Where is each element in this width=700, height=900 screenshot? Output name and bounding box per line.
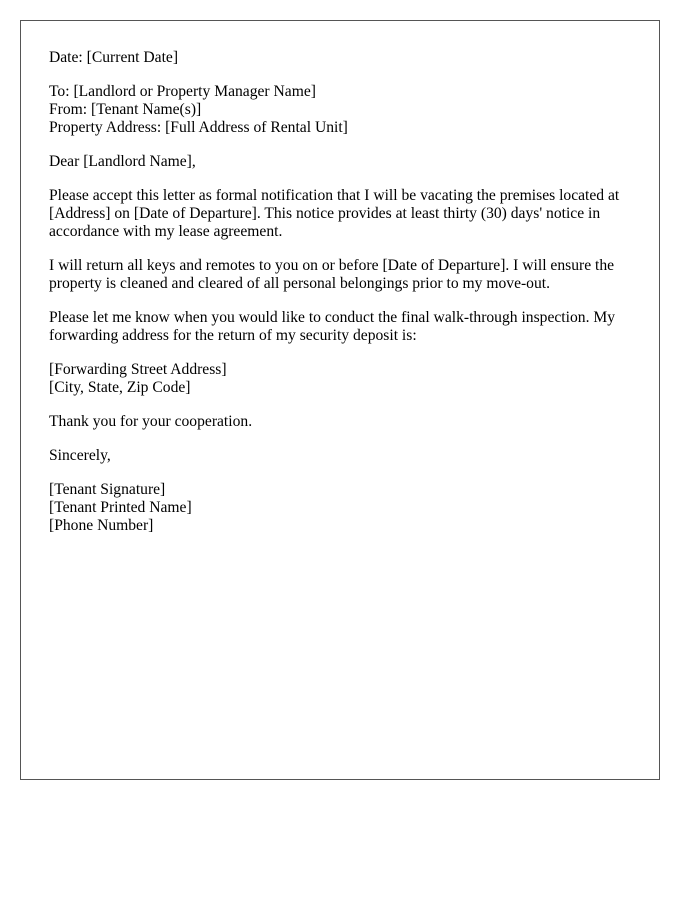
forwarding-address-block [49, 361, 639, 397]
tenant-signature: [Tenant Signature] [49, 481, 166, 498]
phone-number: [Phone Number] [49, 517, 154, 534]
letter-page [20, 20, 660, 780]
header-block [49, 83, 639, 137]
closing-block [49, 447, 639, 465]
salutation [49, 153, 639, 171]
signature-block [49, 481, 639, 535]
letter-body [49, 49, 639, 551]
forwarding-city: [City, State, Zip Code] [49, 379, 191, 396]
to-line: To: [Landlord or Property Manager Name] [49, 83, 316, 100]
closing-text: Sincerely, [49, 447, 111, 464]
paragraph-notice: Please accept this letter as formal notification that I will be vacating the premises located at [Address] on [Date of Departure]. This notice provides at least thirty (30) days' notice in accordance with my lease agreement. [49, 187, 620, 240]
date-block [49, 49, 639, 67]
paragraph-keys: I will return all keys and remotes to you on or before [Date of Departure]. I will ensure the property is cleaned and cleared of all personal belongings prior to my move-out. [49, 257, 615, 292]
thanks-block [49, 413, 639, 431]
forwarding-street: [Forwarding Street Address] [49, 361, 227, 378]
tenant-printed-name: [Tenant Printed Name] [49, 499, 192, 516]
salutation-text: Dear [Landlord Name], [49, 153, 196, 170]
date-line: Date: [Current Date] [49, 49, 179, 66]
paragraph-inspection: Please let me know when you would like to conduct the final walk-through inspection. My forwarding address for the return of my security deposit is: [49, 309, 616, 344]
property-address-line: Property Address: [Full Address of Rental Unit] [49, 119, 348, 136]
from-line: From: [Tenant Name(s)] [49, 101, 202, 118]
thanks-text: Thank you for your cooperation. [49, 413, 253, 430]
